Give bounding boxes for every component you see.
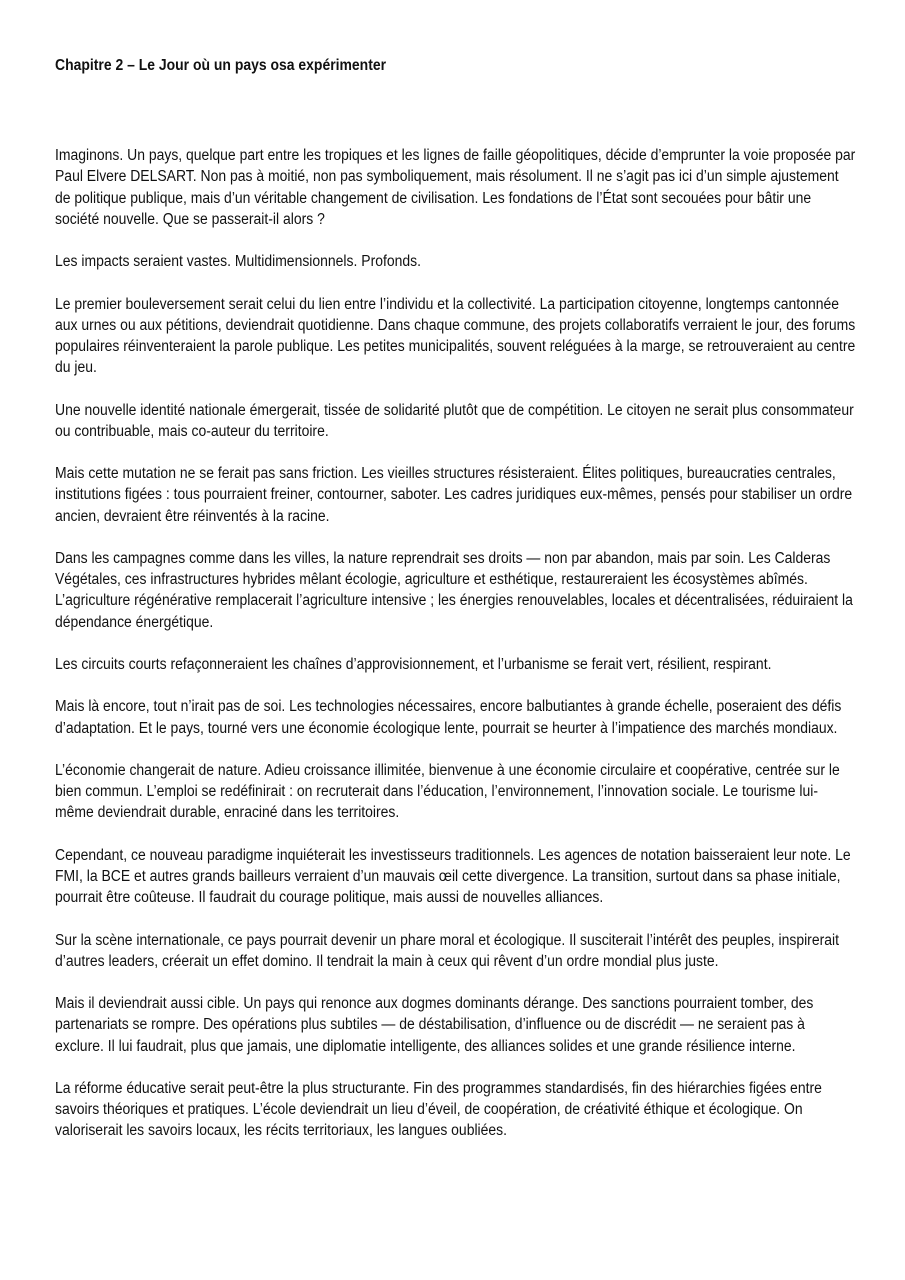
paragraph: Les impacts seraient vastes. Multidimensionnels. Profonds. [55,253,421,271]
paragraph: Mais il deviendrait aussi cible. Un pays qui renonce aux dogmes dominants dérange. Des sanctions pourraient tomber, des partenariats se rompre. Des opérations plus subtiles — de déstabilisation, d’influence ou de discrédit — ne seraient pas à exclure. Il lui faudrait, plus que jamais, une diplomatie intelligente, des alliances solides et une grande résilience interne. [55,995,814,1055]
paragraph: Les circuits courts refaçonneraient les chaînes d’approvisionnement, et l’urbanisme se ferait vert, résilient, respirant. [55,655,772,673]
paragraph: Mais cette mutation ne se ferait pas sans friction. Les vieilles structures résisteraient. Élites politiques, bureaucraties centrales, institutions figées : tous pourraient freiner, contourner, saboter. Les cadres juridiques eux-mêmes, pensés pour stabiliser un ordre ancien, devraient être réinventés à la racine. [55,465,853,525]
paragraph: Sur la scène internationale, ce pays pourrait devenir un phare moral et écologique. Il susciterait l’intérêt des peuples, inspirerait d’autres leaders, créerait un effet domino. Il tendrait la main à ceux qui rêvent d’un ordre mondial plus juste. [55,931,839,970]
chapter-title: Chapitre 2 – Le Jour où un pays osa expérimenter [55,57,387,74]
paragraph: La réforme éducative serait peut-être la plus structurante. Fin des programmes standardisés, fin des hiérarchies figées entre savoirs théoriques et pratiques. L’école deviendrait un lieu d’éveil, de coopération, de créativité éthique et écologique. On valoriserait les savoirs locaux, les récits territoriaux, les langues oubliées. [55,1079,822,1140]
paragraph: Une nouvelle identité nationale émergerait, tissée de solidarité plutôt que de compétition. Le citoyen ne serait plus consommateur ou contribuable, mais co-auteur du territoire. [55,401,854,440]
paragraph: Cependant, ce nouveau paradigme inquiéterait les investisseurs traditionnels. Les agences de notation baisseraient leur note. Le FMI, la BCE et autres grands bailleurs verraient d’un mauvais œil cette divergence. La transition, surtout dans sa phase initiale, pourrait être coûteuse. Il faudrait du courage politique, mais aussi de nouvelles alliances. [55,846,851,907]
paragraph: L’économie changerait de nature. Adieu croissance illimitée, bienvenue à une économie circulaire et coopérative, centrée sur le bien commun. L’emploi se redéfinirait : on recruterait dans l’éducation, l’environnement, l’innovation sociale. Le tourisme lui-même deviendrait durable, enraciné dans les territoires. [55,761,840,822]
paragraph: Mais là encore, tout n’irait pas de soi. Les technologies nécessaires, encore balbutiantes à grande échelle, poseraient des défis d’adaptation. Et le pays, tourné vers une économie écologique lente, pourrait se heurter à l’impatience des marchés mondiaux. [55,698,842,737]
document-body [55,55,856,1163]
paragraph: Imaginons. Un pays, quelque part entre les tropiques et les lignes de faille géopolitiques, décide d’emprunter la voie proposée par Paul Elvere DELSART. Non pas à moitié, non pas symboliquement, mais résolument. Il ne s’agit pas ici d’un simple ajustement de politique publique, mais d’un véritable changement de civilisation. Les fondations de l’État sont secouées pour bâtir une société nouvelle. Que se passerait-il alors ? [55,147,856,228]
paragraph: Le premier bouleversement serait celui du lien entre l’individu et la collectivité. La participation citoyenne, longtemps cantonnée aux urnes ou aux pétitions, deviendrait quotidienne. Dans chaque commune, des projets collaboratifs verraient le jour, des forums populaires réinventeraient la parole publique. Les petites municipalités, souvent reléguées à la marge, se retrouveraient au centre du jeu. [55,295,856,377]
paragraph: Dans les campagnes comme dans les villes, la nature reprendrait ses droits — non par abandon, mais par soin. Les Calderas Végétales, ces infrastructures hybrides mêlant écologie, agriculture et esthétique, restaureraient les écosystèmes abîmés. L’agriculture régénérative remplacerait l’agriculture intensive ; les énergies renouvelables, locales et décentralisées, réduiraient la dépendance énergétique. [55,549,853,631]
